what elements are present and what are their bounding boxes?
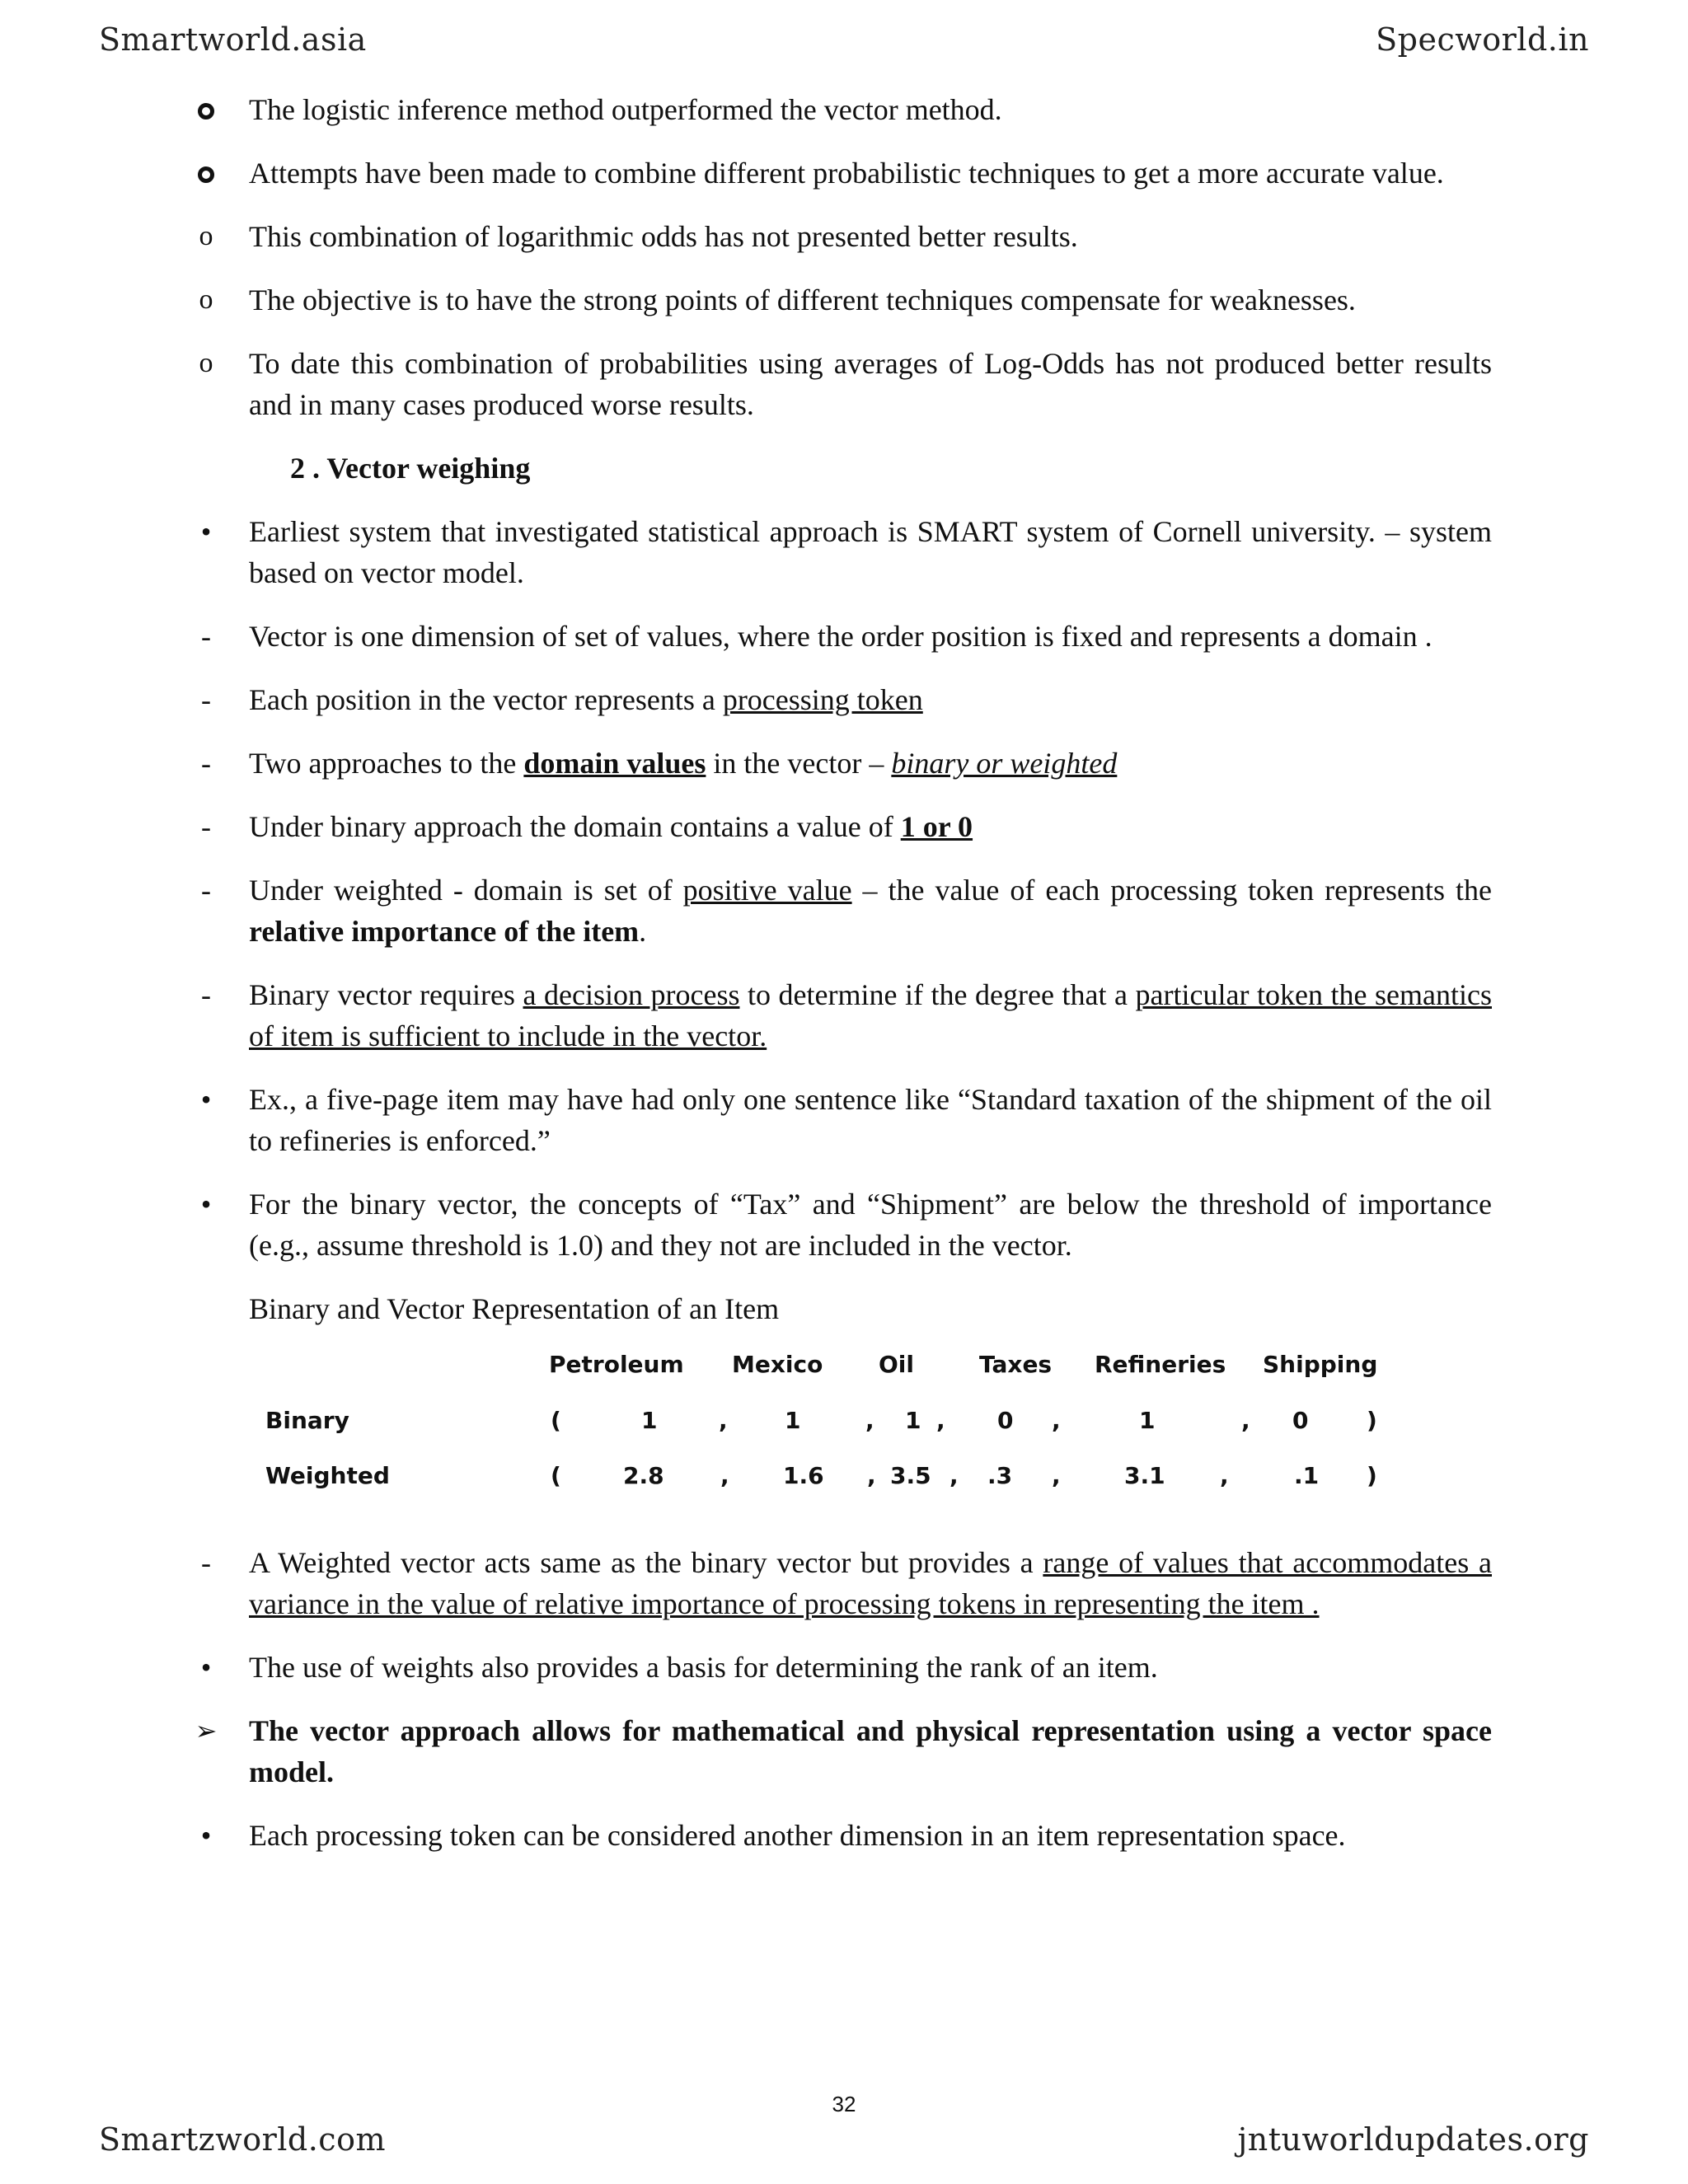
- table-header: Taxes: [979, 1351, 1053, 1378]
- page-content: [190, 89, 1492, 1878]
- table-cell: ,: [719, 1407, 728, 1434]
- list-item: - A Weighted vector acts same as the binary vector but provides a range of values that accommodates a variance in the value of relative importance of processing tokens in representing the item .: [190, 1542, 1492, 1624]
- table-cell: ,: [1052, 1407, 1061, 1434]
- bullet-marker: •: [200, 515, 212, 548]
- table-cell: .3: [987, 1462, 1013, 1489]
- table-cell: ,: [865, 1407, 874, 1434]
- table-cell: 0: [997, 1407, 1014, 1434]
- list-item: The logistic inference method outperformed the vector method.: [190, 89, 1492, 130]
- table-cell: (: [551, 1462, 561, 1489]
- list-item: Attempts have been made to combine different probabilistic techniques to get a more accurate value.: [190, 152, 1492, 194]
- list-item: o The objective is to have the strong points of different techniques compensate for weaknesses.: [190, 279, 1492, 321]
- table-cell: ,: [1052, 1462, 1061, 1489]
- page-number: 32: [832, 2092, 856, 2116]
- bullet-marker: •: [200, 1819, 212, 1852]
- dash-marker: -: [201, 978, 211, 1011]
- table-cell: 1: [641, 1407, 658, 1434]
- o-marker: o: [199, 284, 213, 315]
- dash-marker: -: [201, 747, 211, 780]
- section-number: 2: [290, 452, 305, 485]
- table-cell: .1: [1294, 1462, 1320, 1489]
- list-item: • Ex., a five-page item may have had only one sentence like “Standard taxation of the shipment of the oil to refineries is enforced.”: [190, 1079, 1492, 1161]
- table-cell: 3.1: [1124, 1462, 1165, 1489]
- figure-caption: Binary and Vector Representation of an Item: [249, 1292, 780, 1325]
- table-cell: ,: [936, 1407, 945, 1434]
- bullet-marker: •: [200, 1651, 212, 1684]
- list-item: - Under weighted - domain is set of positive value – the value of each processing token represents the relative importance of the item.: [190, 869, 1492, 952]
- list-item: • Earliest system that investigated statistical approach is SMART system of Cornell university. – system based on vector model.: [190, 511, 1492, 593]
- table-cell: (: [551, 1407, 561, 1434]
- o-marker: o: [199, 221, 213, 251]
- ring-bullet-icon: [190, 89, 223, 130]
- dash-marker: -: [201, 874, 211, 907]
- table-header: Shipping: [1263, 1351, 1378, 1378]
- table-cell: 3.5: [890, 1462, 931, 1489]
- list-item: - Each position in the vector represents a processing token: [190, 679, 1492, 720]
- table-cell: 1: [905, 1407, 921, 1434]
- dash-marker: -: [201, 620, 211, 653]
- list-item: • Each processing token can be considered another dimension in an item representation space.: [190, 1815, 1492, 1856]
- header-left: Smartworld.asia: [99, 21, 367, 58]
- bullet-marker: •: [200, 1083, 212, 1116]
- table-cell: 0: [1292, 1407, 1309, 1434]
- table-header: Refineries: [1095, 1351, 1226, 1378]
- table-cell: 1.6: [783, 1462, 824, 1489]
- table-header: Petroleum: [549, 1351, 684, 1378]
- table-cell: 1: [785, 1407, 801, 1434]
- vector-representation-table: [190, 1344, 1492, 1501]
- section-title: . Vector weighing: [312, 452, 531, 485]
- header-right: Specworld.in: [1376, 21, 1589, 58]
- list-item: - Two approaches to the domain values in the vector – binary or weighted: [190, 743, 1492, 784]
- table-cell: ,: [1220, 1462, 1229, 1489]
- list-item: ➢ The vector approach allows for mathematical and physical representation using a vector space model.: [190, 1710, 1492, 1793]
- table-cell: ,: [950, 1462, 959, 1489]
- dash-marker: -: [201, 683, 211, 716]
- table-cell: ,: [867, 1462, 876, 1489]
- table-cell: ): [1367, 1407, 1377, 1434]
- ring-bullet-icon: [190, 152, 223, 194]
- arrow-bullet-icon: ➢: [195, 1715, 218, 1746]
- table-cell: ,: [720, 1462, 729, 1489]
- footer-right: jntuworldupdates.org: [1237, 2121, 1589, 2158]
- bullet-marker: •: [200, 1188, 212, 1221]
- section-heading: [190, 448, 1492, 489]
- list-item: • The use of weights also provides a basis for determining the rank of an item.: [190, 1647, 1492, 1688]
- table-row-label: Weighted: [265, 1462, 390, 1489]
- list-item: - Vector is one dimension of set of values, where the order position is fixed and represents a domain .: [190, 616, 1492, 657]
- table-cell: ): [1367, 1462, 1377, 1489]
- dash-marker: -: [201, 810, 211, 843]
- list-item: • For the binary vector, the concepts of “Tax” and “Shipment” are below the threshold of importance (e.g., assume threshold is 1.0) and they not are included in the vector.: [190, 1183, 1492, 1266]
- table-cell: 2.8: [623, 1462, 664, 1489]
- o-marker: o: [199, 348, 213, 378]
- list-item: - Under binary approach the domain contains a value of 1 or 0: [190, 806, 1492, 847]
- table-header: Mexico: [732, 1351, 823, 1378]
- footer-left: Smartzworld.com: [99, 2121, 386, 2158]
- dash-marker: -: [201, 1546, 211, 1579]
- list-item: o This combination of logarithmic odds has not presented better results.: [190, 216, 1492, 257]
- list-item: o To date this combination of probabilities using averages of Log-Odds has not produced better results and in many cases produced worse results.: [190, 343, 1492, 425]
- table-row-label: Binary: [265, 1407, 349, 1434]
- table-cell: ,: [1241, 1407, 1250, 1434]
- table-header: Oil: [879, 1351, 914, 1378]
- table-cell: 1: [1139, 1407, 1156, 1434]
- list-item: - Binary vector requires a decision process to determine if the degree that a particular token the semantics of item is sufficient to include in the vector.: [190, 974, 1492, 1057]
